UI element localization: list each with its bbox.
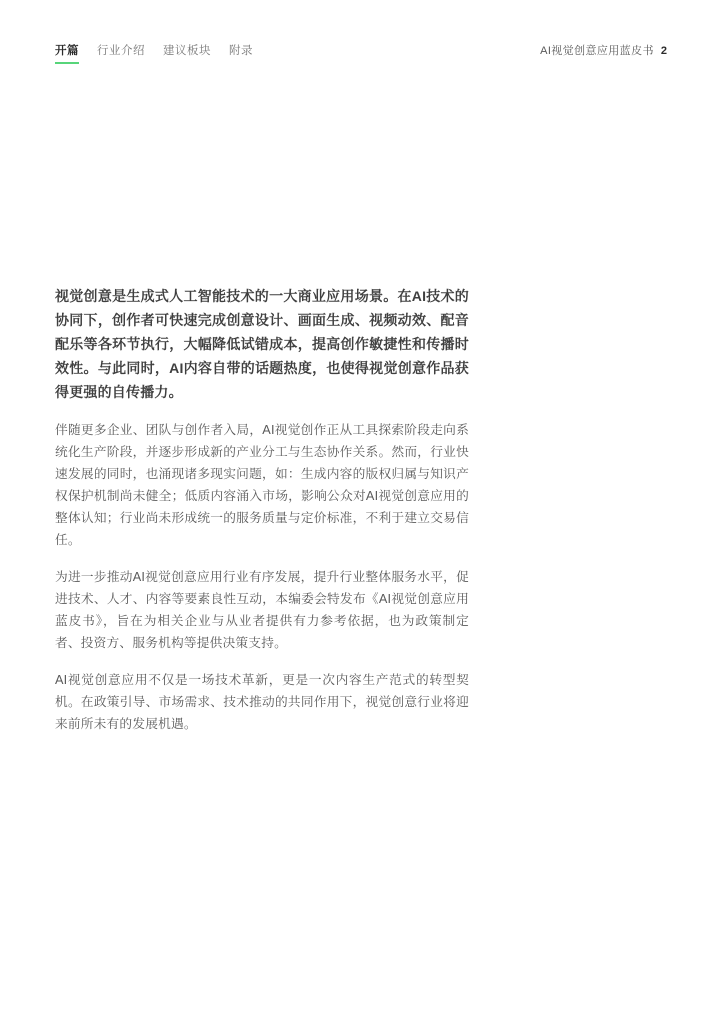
lead-paragraph: 视觉创意是生成式人工智能技术的一大商业应用场景。在AI技术的协同下，创作者可快速完成创意设计、画面生成、视频动效、配音配乐等各环节执行，大幅降低试错成本，提高创作敏捷性和传播时效性。与此同时，AI内容自带的话题热度，也使得视觉创意作品获得更强的自传播力。 bbox=[55, 288, 469, 400]
header-right bbox=[540, 44, 667, 58]
nav-tab-appendix[interactable]: 附录 bbox=[229, 45, 253, 57]
body-paragraph: AI视觉创意应用不仅是一场技术革新，更是一次内容生产范式的转型契机。在政策引导、市场需求、技术推动的共同作用下，视觉创意行业将迎来前所未有的发展机遇。 bbox=[55, 673, 469, 731]
nav-tab-suggestions[interactable]: 建议板块 bbox=[163, 45, 211, 57]
main-content bbox=[55, 284, 469, 735]
doc-title: AI视觉创意应用蓝皮书 bbox=[540, 45, 654, 57]
nav-tab-industry-intro[interactable]: 行业介绍 bbox=[97, 45, 145, 57]
section-nav bbox=[55, 44, 253, 64]
page-number: 2 bbox=[660, 45, 667, 57]
nav-tab-opening[interactable]: 开篇 bbox=[55, 44, 79, 64]
body-paragraph: 为进一步推动AI视觉创意应用行业有序发展，提升行业整体服务水平，促进技术、人才、内容等要素良性互动，本编委会特发布《AI视觉创意应用蓝皮书》，旨在为相关企业与从业者提供有力参考依据，也为政策制定者、投资方、服务机构等提供决策支持。 bbox=[55, 570, 469, 650]
body-paragraph: 伴随更多企业、团队与创作者入局，AI视觉创作正从工具探索阶段走向系统化生产阶段，并逐步形成新的产业分工与生态协作关系。然而，行业快速发展的同时，也涌现诸多现实问题，如：生成内容的版权归属与知识产权保护机制尚未健全；低质内容涌入市场，影响公众对AI视觉创意应用的整体认知；行业尚未形成统一的服务质量与定价标准，不利于建立交易信任。 bbox=[55, 423, 469, 547]
page-header bbox=[55, 44, 667, 64]
